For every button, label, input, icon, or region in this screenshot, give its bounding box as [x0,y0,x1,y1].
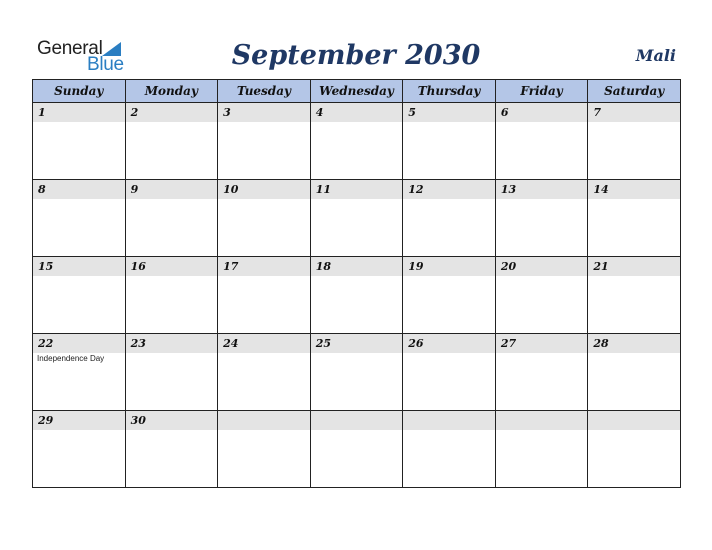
day-number-bar [496,411,588,430]
day-number-bar [588,411,680,430]
weekday-tuesday: Tuesday [218,80,311,103]
weekday-header-row [33,80,681,103]
day-number: 2 [130,106,139,119]
day-cell [403,257,496,334]
country-name: Mali [635,46,676,65]
day-cell [125,411,218,488]
day-cell [125,180,218,257]
day-number-bar [126,180,218,199]
day-cell [33,257,126,334]
day-number-bar [588,334,680,353]
day-cell [588,411,681,488]
day-number-bar [33,180,125,199]
weekday-wednesday: Wednesday [310,80,403,103]
day-number-bar [311,411,403,430]
day-number: 21 [593,260,609,273]
day-number: 12 [408,183,424,196]
day-number: 23 [130,337,146,350]
day-number: 25 [315,337,331,350]
week-row [33,103,681,180]
day-number-bar [311,334,403,353]
day-number: 19 [408,260,424,273]
day-cell [403,103,496,180]
day-number-bar [403,103,495,122]
day-cell [125,334,218,411]
day-number-bar [126,103,218,122]
day-number: 15 [38,260,54,273]
day-number-bar [311,257,403,276]
day-number: 17 [223,260,239,273]
day-number-bar [218,103,310,122]
day-cell [495,257,588,334]
day-cell [495,334,588,411]
day-cell [125,103,218,180]
day-number-bar [33,103,125,122]
day-number-bar [218,257,310,276]
week-row [33,180,681,257]
day-number: 28 [593,337,609,350]
day-number-bar [33,411,125,430]
day-cell [218,334,311,411]
day-number-bar [496,180,588,199]
day-number: 30 [130,414,146,427]
day-number-bar [588,103,680,122]
day-number: 24 [223,337,239,350]
day-number-bar [126,334,218,353]
weekday-sunday: Sunday [33,80,126,103]
day-number-bar [403,180,495,199]
day-number: 18 [315,260,331,273]
day-number-bar [496,257,588,276]
weekday-friday: Friday [495,80,588,103]
day-cell [33,411,126,488]
day-cell [310,334,403,411]
day-number: 5 [408,106,416,119]
week-row [33,334,681,411]
day-cell [125,257,218,334]
day-number: 11 [315,183,331,196]
day-number-bar [311,180,403,199]
day-cell [588,103,681,180]
day-cell [403,334,496,411]
day-cell [588,180,681,257]
day-number: 29 [38,414,54,427]
day-number-bar [588,257,680,276]
day-number-bar [218,334,310,353]
day-cell [310,411,403,488]
day-number: 13 [500,183,517,196]
day-cell [33,334,126,411]
logo-text-blue: Blue [87,54,124,75]
day-number-bar [311,103,403,122]
day-number-bar [218,180,310,199]
day-number: 8 [38,183,46,196]
logo-text-general: General [37,38,103,59]
weekday-thursday: Thursday [403,80,496,103]
day-cell [218,103,311,180]
day-number-bar [218,411,310,430]
day-cell [218,257,311,334]
day-cell [310,180,403,257]
day-cell [495,103,588,180]
day-number-bar [403,257,495,276]
day-cell [588,257,681,334]
day-number: 4 [315,106,324,119]
day-cell [33,180,126,257]
day-number-bar [403,334,495,353]
day-cell [33,103,126,180]
day-number: 6 [500,106,509,119]
day-cell [218,180,311,257]
day-number: 27 [500,337,517,350]
weekday-saturday: Saturday [588,80,681,103]
day-number: 26 [408,337,424,350]
day-number: 1 [38,106,46,119]
day-cell [495,411,588,488]
day-cell [588,334,681,411]
day-number: 7 [593,106,602,119]
day-number: 10 [223,183,239,196]
day-cell [403,411,496,488]
day-number: 14 [593,183,609,196]
day-cell [218,411,311,488]
day-number: 3 [223,106,231,119]
day-number-bar [33,334,125,353]
day-number-bar [33,257,125,276]
week-row [33,411,681,488]
day-cell [310,257,403,334]
holiday-label: Independence Day [37,354,105,363]
week-row [33,257,681,334]
day-number: 22 [38,337,54,350]
day-number-bar [496,103,588,122]
day-number: 20 [500,260,517,273]
day-number-bar [496,334,588,353]
day-number: 9 [130,183,139,196]
day-cell [310,103,403,180]
day-number-bar [403,411,495,430]
weekday-monday: Monday [125,80,218,103]
day-number-bar [588,180,680,199]
day-cell [495,180,588,257]
calendar-grid [32,79,681,488]
day-number: 16 [130,260,146,273]
day-number-bar [126,257,218,276]
day-number-bar [126,411,218,430]
calendar-title: September 2030 [231,40,481,71]
day-cell [403,180,496,257]
